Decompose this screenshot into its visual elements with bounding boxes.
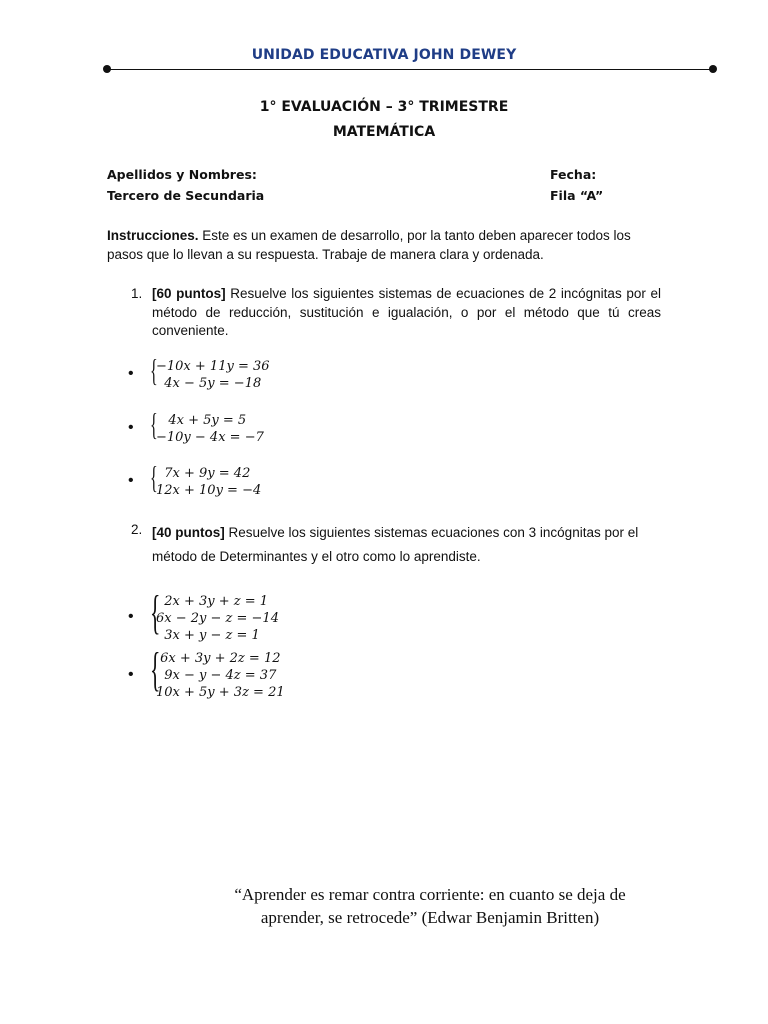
equation: 4x − 5y = −18 <box>156 376 262 391</box>
exam-subject: MATEMÁTICA <box>332 124 436 140</box>
exam-title: 1° EVALUACIÓN – 3° TRIMESTRE <box>259 99 509 115</box>
grade-label: Tercero de Secundaria <box>107 188 265 203</box>
divider-left-dot <box>103 65 111 73</box>
bullet-icon: • <box>128 666 134 683</box>
instructions-text-line1: Este es un examen de desarrollo, por la tanto deben aparecer todos los <box>198 228 631 243</box>
school-name: UNIDAD EDUCATIVA JOHN DEWEY <box>251 47 517 63</box>
equation: 3x + y − z = 1 <box>156 628 260 643</box>
question-1-statement: Resuelve los siguientes sistemas de ecuaciones de 2 incógnitas por el método de reducción, sustitución e igualación, o por el método que tú creas conveniente. <box>152 286 662 338</box>
bullet-icon: • <box>128 419 134 436</box>
left-brace-icon: { <box>150 459 158 495</box>
equation: 10x + 5y + 3z = 21 <box>156 685 285 700</box>
equation: −10y − 4x = −7 <box>156 430 264 445</box>
header-divider <box>107 69 713 70</box>
instructions-label: Instrucciones. <box>107 228 199 243</box>
quote-line-2: aprender, se retrocede” (Edwar Benjamin Britten) <box>260 908 600 927</box>
left-brace-icon: { <box>150 643 161 696</box>
bullet-icon: • <box>128 472 134 489</box>
left-brace-icon: { <box>150 406 158 442</box>
student-name-label: Apellidos y Nombres: <box>107 167 257 182</box>
question-2-points: [40 puntos] <box>152 525 225 540</box>
quote-line-1: “Aprender es remar contra corriente: en cuanto se deja de <box>234 885 626 904</box>
equation: 6x + 3y + 2z = 12 <box>156 651 281 666</box>
question-2-text <box>152 521 661 569</box>
question-2-statement: Resuelve los siguientes sistemas ecuaciones con 3 incógnitas por el método de Determinantes y el otro como lo aprendiste. <box>152 525 639 564</box>
system-equations <box>156 358 270 392</box>
closing-quote <box>0 883 768 929</box>
question-1-number: 1. <box>131 286 143 301</box>
row-label: Fila “A” <box>550 188 604 203</box>
equation: 9x − y − 4z = 37 <box>156 668 277 683</box>
question-1-points: [60 puntos] <box>152 286 226 301</box>
system-equations <box>156 412 264 446</box>
equation: 4x + 5y = 5 <box>156 413 247 428</box>
system-equations <box>156 650 285 701</box>
question-1-text <box>152 285 661 341</box>
equation: 12x + 10y = −4 <box>156 483 262 498</box>
left-brace-icon: { <box>150 586 161 639</box>
left-brace-icon: { <box>150 352 158 388</box>
instructions <box>107 226 662 264</box>
divider-right-dot <box>709 65 717 73</box>
bullet-icon: • <box>128 608 134 625</box>
equation: 7x + 9y = 42 <box>156 466 251 481</box>
equation: −10x + 11y = 36 <box>156 359 270 374</box>
system-equations <box>156 593 279 644</box>
bullet-icon: • <box>128 365 134 382</box>
instructions-text-line2: pasos que lo llevan a su respuesta. Trabaje de manera clara y ordenada. <box>107 247 544 262</box>
system-equations <box>156 465 261 499</box>
date-label: Fecha: <box>550 167 597 182</box>
question-2-number: 2. <box>131 522 143 537</box>
equation: 6x − 2y − z = −14 <box>156 611 279 626</box>
equation: 2x + 3y + z = 1 <box>156 594 269 609</box>
